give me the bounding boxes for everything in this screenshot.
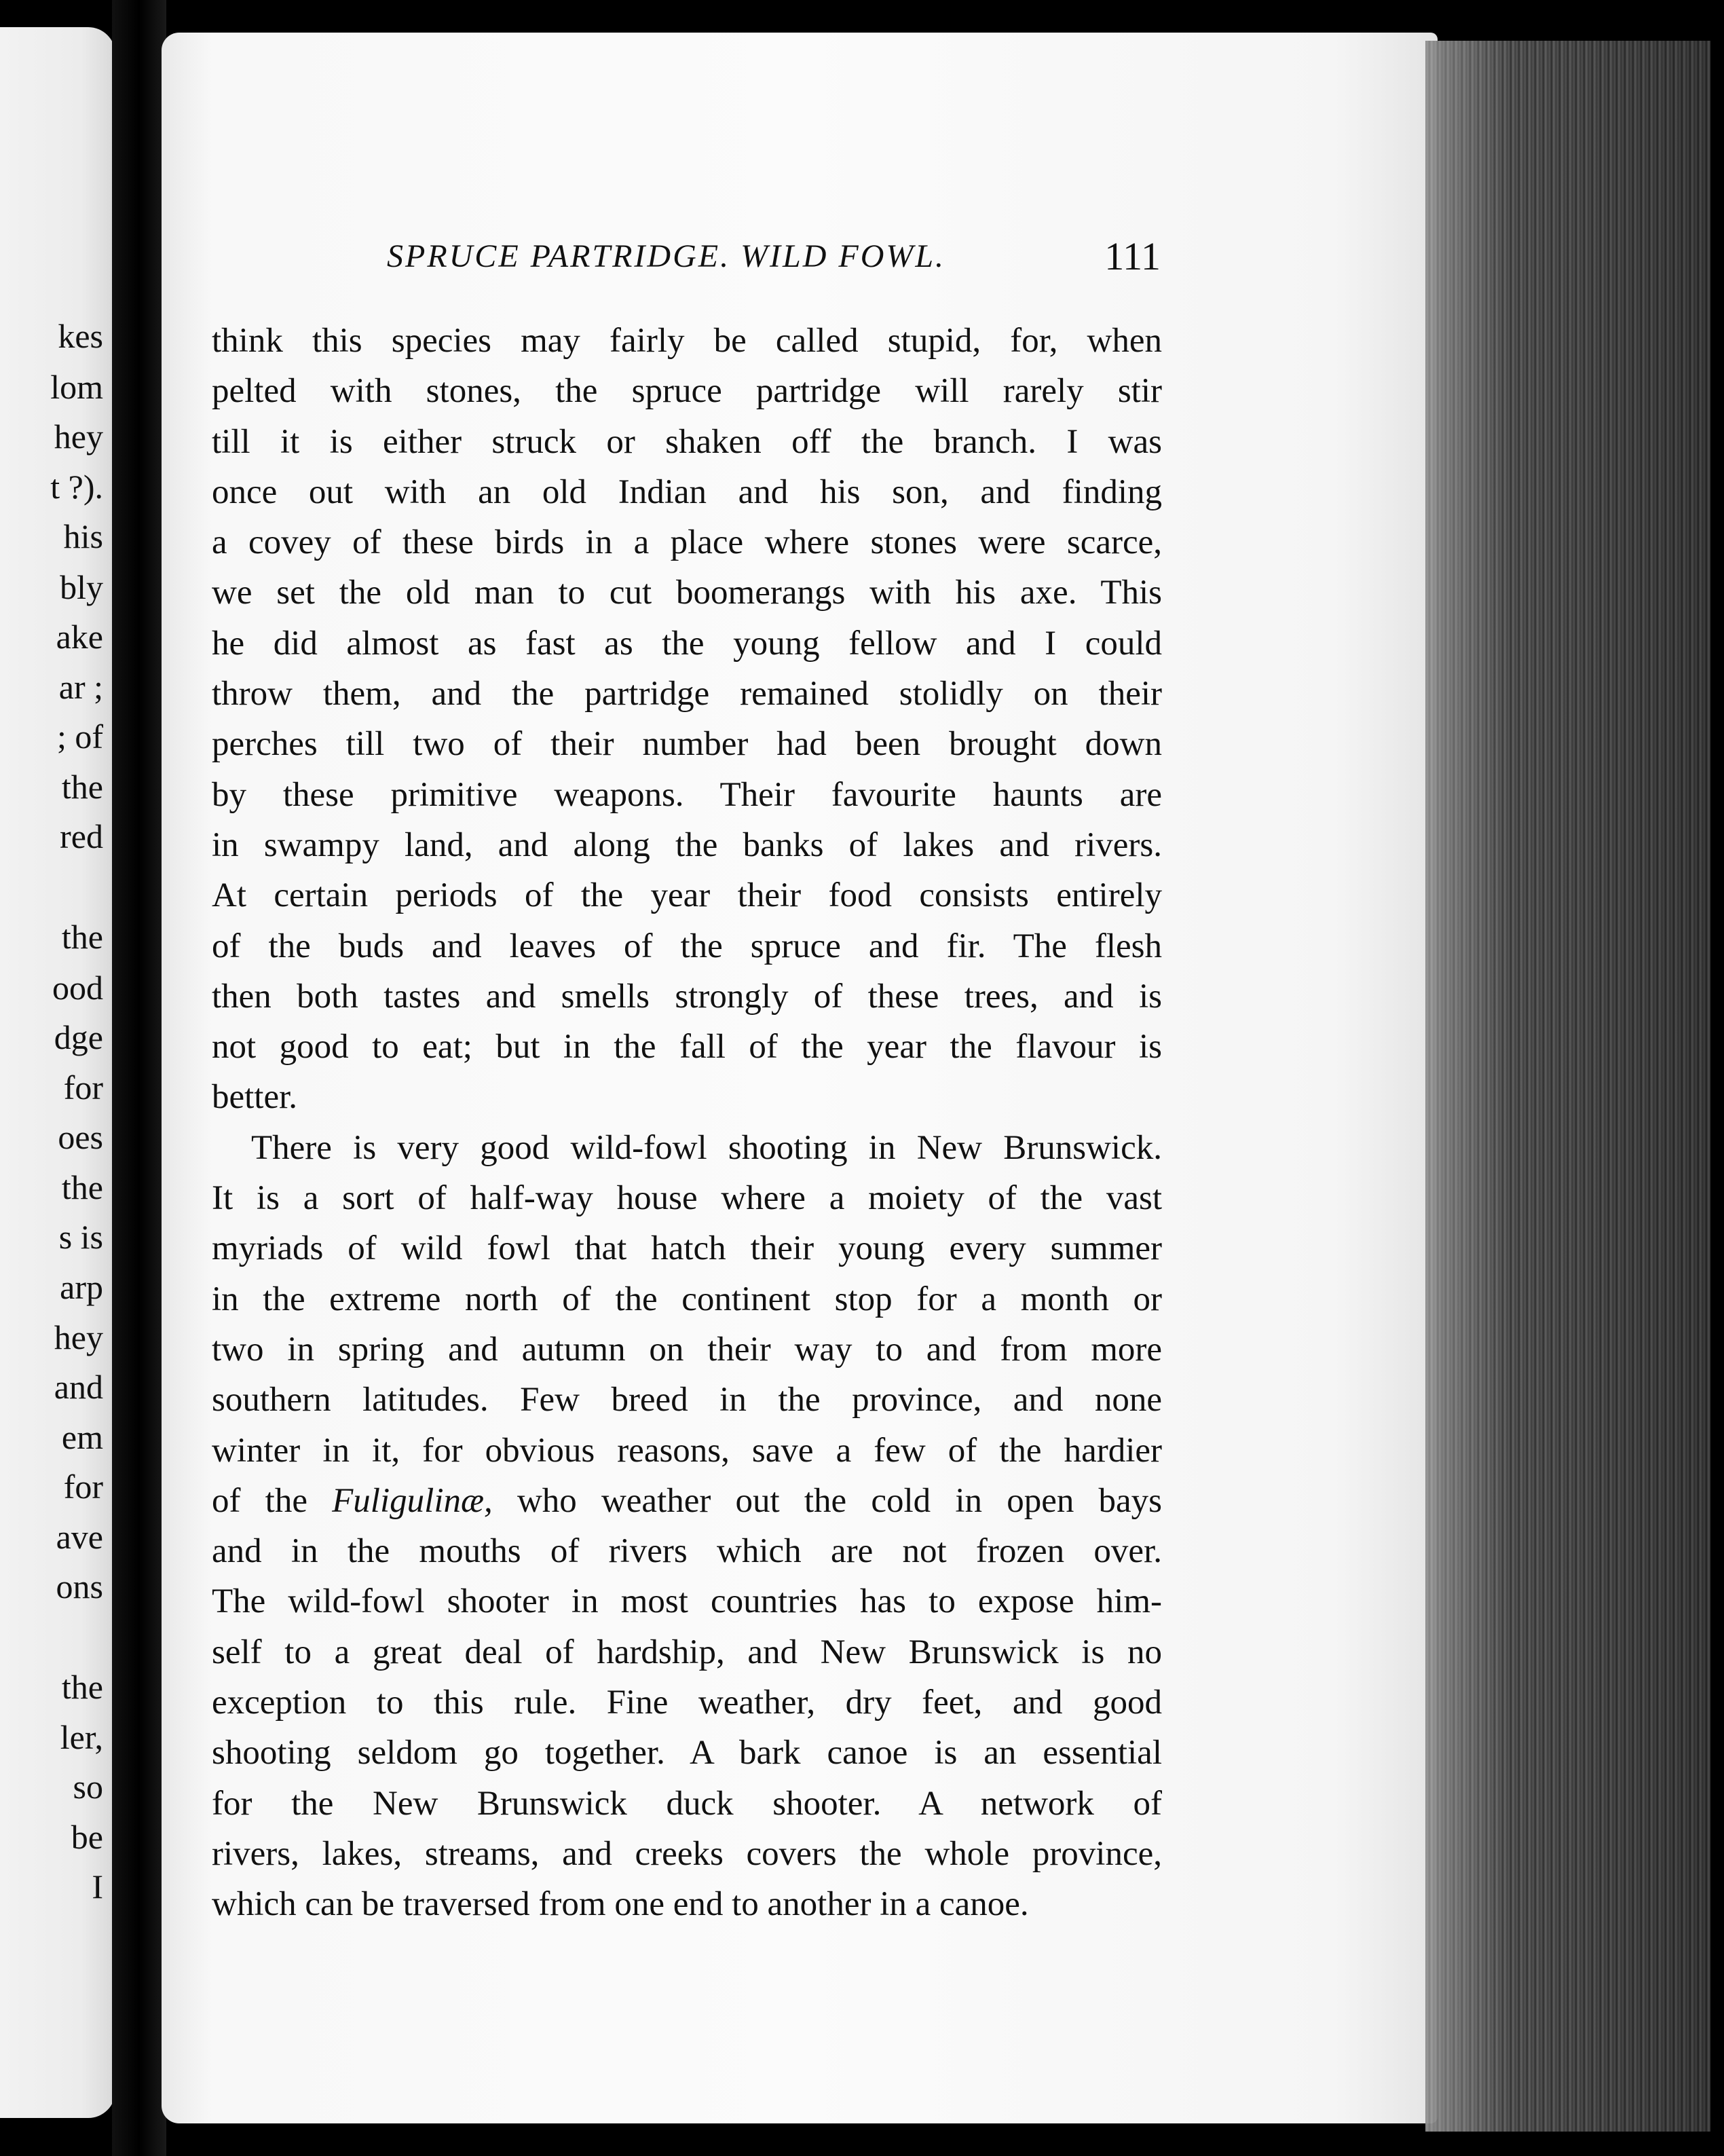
facing-page-fragment: ons bbox=[56, 1567, 103, 1605]
text-fragment: of the bbox=[212, 1481, 307, 1520]
facing-page-fragment: the bbox=[61, 768, 103, 806]
running-title: SPRUCE PARTRIDGE. WILD FOWL. bbox=[387, 238, 946, 274]
text-line: The wild-fowl shooter in most countries has to expose him- bbox=[212, 1582, 1162, 1621]
facing-page-fragment: kes bbox=[58, 317, 103, 355]
text-line: self to a great deal of hardship, and New Brunswick is no bbox=[212, 1633, 1162, 1671]
page-header bbox=[387, 234, 1161, 292]
text-line: pelted with stones, the spruce partridge will rarely stir bbox=[212, 372, 1162, 411]
facing-page-fragment: the bbox=[61, 1168, 103, 1206]
facing-page-fragment: the bbox=[61, 1668, 103, 1706]
text-line: by these primitive weapons. Their favourite haunts are bbox=[212, 775, 1162, 814]
text-fragment: who weather out the cold in open bays bbox=[517, 1481, 1163, 1520]
facing-page-fragment: for bbox=[63, 1068, 103, 1107]
facing-page-fragment: bly bbox=[60, 568, 103, 606]
facing-page-fragment: ave bbox=[56, 1518, 103, 1556]
facing-page-fragment: ; of bbox=[56, 718, 103, 756]
facing-page-fragment: hey bbox=[54, 1318, 103, 1356]
facing-page-fragment: em bbox=[61, 1418, 103, 1456]
text-line: myriads of wild fowl that hatch their young every summer bbox=[212, 1229, 1162, 1268]
facing-page-fragment: and bbox=[54, 1368, 103, 1406]
text-line: It is a sort of half-way house where a moiety of the vast bbox=[212, 1179, 1162, 1218]
text-line: There is very good wild-fowl shooting in New Brunswick. bbox=[251, 1128, 1162, 1167]
facing-page-fragment: the bbox=[61, 918, 103, 956]
facing-page-fragment: t ?). bbox=[50, 468, 103, 506]
text-line: At certain periods of the year their food consists entirely bbox=[212, 876, 1162, 915]
facing-page-fragment: lom bbox=[50, 368, 103, 406]
text-line: exception to this rule. Fine weather, dry feet, and good bbox=[212, 1684, 1162, 1722]
facing-page-fragment: red bbox=[60, 817, 103, 855]
facing-page-fragment: his bbox=[63, 517, 103, 555]
text-line: then both tastes and smells strongly of these trees, and is bbox=[212, 977, 1162, 1016]
italic-term: Fuligulinæ, bbox=[332, 1481, 493, 1520]
text-line: winter in it, for obvious reasons, save a few of the hardier bbox=[212, 1431, 1162, 1470]
facing-page-fragment: ar ; bbox=[58, 668, 103, 706]
text-line: throw them, and the partridge remained stolidly on their bbox=[212, 675, 1162, 713]
facing-page-fragment: hey bbox=[54, 417, 103, 456]
facing-page-fragment: ood bbox=[52, 969, 103, 1007]
text-line: and in the mouths of rivers which are not frozen over. bbox=[212, 1532, 1162, 1571]
text-line: he did almost as fast as the young fellow and I could bbox=[212, 624, 1162, 663]
text-line: two in spring and autumn on their way to and from more bbox=[212, 1330, 1162, 1369]
text-line: of the buds and leaves of the spruce and fir. The flesh bbox=[212, 927, 1162, 965]
text-line: perches till two of their number had been brought down bbox=[212, 725, 1162, 764]
text-line: southern latitudes. Few breed in the province, and none bbox=[212, 1381, 1162, 1419]
text-line: in the extreme north of the continent stop for a month or bbox=[212, 1280, 1162, 1318]
text-line: a covey of these birds in a place where stones were scarce, bbox=[212, 523, 1162, 562]
book-gutter bbox=[112, 0, 166, 2156]
text-line: once out with an old Indian and his son, and finding bbox=[212, 472, 1162, 511]
text-line: for the New Brunswick duck shooter. A network of bbox=[212, 1784, 1162, 1823]
facing-page-fragment: be bbox=[71, 1818, 103, 1856]
text-line: rivers, lakes, streams, and creeks covers the whole province, bbox=[212, 1834, 1162, 1873]
body-text bbox=[212, 316, 1162, 1930]
page-fore-edge bbox=[1425, 41, 1710, 2132]
facing-page-fragment: ler, bbox=[60, 1718, 103, 1756]
facing-page-fragment: oes bbox=[58, 1118, 103, 1156]
facing-page-fragment: so bbox=[73, 1768, 103, 1806]
text-line bbox=[212, 1476, 1162, 1526]
facing-page-left bbox=[0, 27, 115, 2118]
text-line: shooting seldom go together. A bark canoe is an essential bbox=[212, 1734, 1162, 1772]
text-line: think this species may fairly be called stupid, for, when bbox=[212, 322, 1162, 360]
page-number: 111 bbox=[1104, 234, 1161, 278]
text-line: till it is either struck or shaken off the branch. I was bbox=[212, 422, 1162, 461]
text-line: not good to eat; but in the fall of the year the flavour is bbox=[212, 1028, 1162, 1066]
facing-page-fragment: for bbox=[63, 1468, 103, 1506]
facing-page-fragment: ake bbox=[56, 618, 103, 656]
text-line: which can be traversed from one end to another in a canoe. bbox=[212, 1885, 1029, 1924]
facing-page-fragment: arp bbox=[60, 1268, 103, 1306]
facing-page-fragment: I bbox=[92, 1867, 103, 1906]
facing-page-fragment: s is bbox=[58, 1218, 103, 1256]
text-line: in swampy land, and along the banks of lakes and rivers. bbox=[212, 825, 1162, 864]
text-line: we set the old man to cut boomerangs with his axe. This bbox=[212, 574, 1162, 612]
facing-page-fragment: dge bbox=[54, 1018, 103, 1056]
text-line: better. bbox=[212, 1078, 298, 1117]
